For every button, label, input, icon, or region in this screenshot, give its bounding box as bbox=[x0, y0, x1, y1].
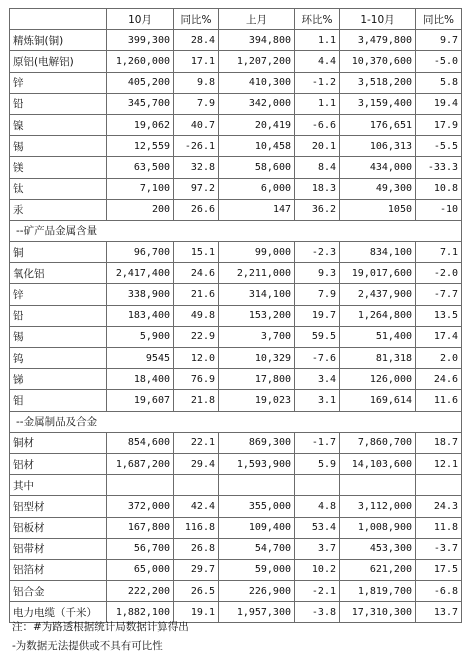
oct-value-cell: 2,417,400 bbox=[107, 263, 174, 284]
ytd-value-cell bbox=[340, 475, 416, 496]
oct-yoy-cell: 22.1 bbox=[174, 432, 219, 453]
item-name-cell: 铅 bbox=[10, 305, 107, 326]
section-title: --金属制品及合金 bbox=[10, 411, 462, 432]
mom-change-cell: 4.8 bbox=[295, 496, 340, 517]
table-body bbox=[10, 30, 462, 623]
oct-yoy-cell: 21.6 bbox=[174, 284, 219, 305]
ytd-yoy-cell: 13.5 bbox=[416, 305, 462, 326]
prev-month-cell: 394,800 bbox=[219, 30, 295, 51]
ytd-value-cell: 1,008,900 bbox=[340, 517, 416, 538]
prev-month-cell: 342,000 bbox=[219, 93, 295, 114]
item-name-cell: 铝合金 bbox=[10, 581, 107, 602]
table-row bbox=[10, 538, 462, 559]
ytd-yoy-cell: 24.3 bbox=[416, 496, 462, 517]
oct-value-cell: 345,700 bbox=[107, 93, 174, 114]
header-cell: 同比% bbox=[416, 9, 462, 30]
item-name-cell: 锡 bbox=[10, 326, 107, 347]
table-row bbox=[10, 51, 462, 72]
prev-month-cell: 153,200 bbox=[219, 305, 295, 326]
ytd-value-cell: 10,370,600 bbox=[340, 51, 416, 72]
table-row bbox=[10, 348, 462, 369]
ytd-value-cell: 14,103,600 bbox=[340, 453, 416, 474]
oct-value-cell: 19,062 bbox=[107, 114, 174, 135]
oct-yoy-cell: 24.6 bbox=[174, 263, 219, 284]
table-row bbox=[10, 114, 462, 135]
oct-value-cell: 7,100 bbox=[107, 178, 174, 199]
oct-value-cell: 56,700 bbox=[107, 538, 174, 559]
ytd-yoy-cell: 17.5 bbox=[416, 559, 462, 580]
prev-month-cell: 109,400 bbox=[219, 517, 295, 538]
mom-change-cell: 10.2 bbox=[295, 559, 340, 580]
item-name-cell: 氧化铝 bbox=[10, 263, 107, 284]
oct-yoy-cell: 28.4 bbox=[174, 30, 219, 51]
table-row bbox=[10, 136, 462, 157]
footnote: -为数据无法提供或不具有可比性 bbox=[12, 640, 163, 652]
item-name-cell: 铝材 bbox=[10, 453, 107, 474]
oct-value-cell: 9545 bbox=[107, 348, 174, 369]
header-cell: 同比% bbox=[174, 9, 219, 30]
prev-month-cell: 19,023 bbox=[219, 390, 295, 411]
oct-yoy-cell: 17.1 bbox=[174, 51, 219, 72]
table-row bbox=[10, 369, 462, 390]
section-header-row bbox=[10, 220, 462, 241]
mom-change-cell: 8.4 bbox=[295, 157, 340, 178]
ytd-yoy-cell: 12.1 bbox=[416, 453, 462, 474]
oct-yoy-cell: 15.1 bbox=[174, 242, 219, 263]
prev-month-cell: 355,000 bbox=[219, 496, 295, 517]
oct-value-cell: 1,260,000 bbox=[107, 51, 174, 72]
ytd-value-cell: 3,518,200 bbox=[340, 72, 416, 93]
item-name-cell: 钼 bbox=[10, 390, 107, 411]
mom-change-cell: 4.4 bbox=[295, 51, 340, 72]
section-title: --矿产品金属含量 bbox=[10, 220, 462, 241]
oct-yoy-cell: 7.9 bbox=[174, 93, 219, 114]
ytd-value-cell: 3,479,800 bbox=[340, 30, 416, 51]
ytd-value-cell: 126,000 bbox=[340, 369, 416, 390]
oct-yoy-cell: 19.1 bbox=[174, 602, 219, 623]
ytd-yoy-cell: -33.3 bbox=[416, 157, 462, 178]
ytd-yoy-cell: -6.8 bbox=[416, 581, 462, 602]
prev-month-cell: 59,000 bbox=[219, 559, 295, 580]
ytd-value-cell: 169,614 bbox=[340, 390, 416, 411]
ytd-yoy-cell: 13.7 bbox=[416, 602, 462, 623]
header-cell: 1-10月 bbox=[340, 9, 416, 30]
mom-change-cell: 1.1 bbox=[295, 30, 340, 51]
mom-change-cell: 59.5 bbox=[295, 326, 340, 347]
ytd-value-cell: 1,819,700 bbox=[340, 581, 416, 602]
prev-month-cell: 58,600 bbox=[219, 157, 295, 178]
ytd-value-cell: 176,651 bbox=[340, 114, 416, 135]
prev-month-cell: 10,458 bbox=[219, 136, 295, 157]
table-row bbox=[10, 496, 462, 517]
item-name-cell: 锌 bbox=[10, 284, 107, 305]
mom-change-cell bbox=[295, 475, 340, 496]
oct-yoy-cell: 76.9 bbox=[174, 369, 219, 390]
mom-change-cell: 20.1 bbox=[295, 136, 340, 157]
oct-yoy-cell: 12.0 bbox=[174, 348, 219, 369]
table-row bbox=[10, 157, 462, 178]
oct-yoy-cell bbox=[174, 475, 219, 496]
table-row bbox=[10, 93, 462, 114]
oct-value-cell: 1,882,100 bbox=[107, 602, 174, 623]
header-cell: 10月 bbox=[107, 9, 174, 30]
prev-month-cell: 869,300 bbox=[219, 432, 295, 453]
item-name-cell: 镍 bbox=[10, 114, 107, 135]
item-name-cell: 锌 bbox=[10, 72, 107, 93]
ytd-yoy-cell: 5.8 bbox=[416, 72, 462, 93]
prev-month-cell: 147 bbox=[219, 199, 295, 220]
item-name-cell: 汞 bbox=[10, 199, 107, 220]
mom-change-cell: -1.7 bbox=[295, 432, 340, 453]
ytd-value-cell: 49,300 bbox=[340, 178, 416, 199]
ytd-value-cell: 17,310,300 bbox=[340, 602, 416, 623]
mom-change-cell: 18.3 bbox=[295, 178, 340, 199]
item-name-cell: 钛 bbox=[10, 178, 107, 199]
ytd-value-cell: 621,200 bbox=[340, 559, 416, 580]
oct-yoy-cell: 29.4 bbox=[174, 453, 219, 474]
table-row bbox=[10, 199, 462, 220]
ytd-yoy-cell: 24.6 bbox=[416, 369, 462, 390]
ytd-value-cell: 7,860,700 bbox=[340, 432, 416, 453]
oct-value-cell: 12,559 bbox=[107, 136, 174, 157]
prev-month-cell: 226,900 bbox=[219, 581, 295, 602]
mom-change-cell: 7.9 bbox=[295, 284, 340, 305]
ytd-yoy-cell: -5.5 bbox=[416, 136, 462, 157]
item-name-cell: 铝箔材 bbox=[10, 559, 107, 580]
oct-value-cell: 167,800 bbox=[107, 517, 174, 538]
ytd-yoy-cell: -2.0 bbox=[416, 263, 462, 284]
item-name-cell: 铅 bbox=[10, 93, 107, 114]
item-name-cell: 铜 bbox=[10, 242, 107, 263]
ytd-yoy-cell: 9.7 bbox=[416, 30, 462, 51]
footnotes bbox=[12, 618, 189, 656]
mom-change-cell: 19.7 bbox=[295, 305, 340, 326]
oct-yoy-cell: 22.9 bbox=[174, 326, 219, 347]
header-cell bbox=[10, 9, 107, 30]
oct-yoy-cell: 26.8 bbox=[174, 538, 219, 559]
oct-yoy-cell: 42.4 bbox=[174, 496, 219, 517]
ytd-yoy-cell: -5.0 bbox=[416, 51, 462, 72]
ytd-value-cell: 1,264,800 bbox=[340, 305, 416, 326]
table-row bbox=[10, 30, 462, 51]
prev-month-cell: 410,300 bbox=[219, 72, 295, 93]
ytd-value-cell: 81,318 bbox=[340, 348, 416, 369]
oct-value-cell: 18,400 bbox=[107, 369, 174, 390]
oct-value-cell: 405,200 bbox=[107, 72, 174, 93]
table-row bbox=[10, 242, 462, 263]
table-row bbox=[10, 517, 462, 538]
oct-yoy-cell: 49.8 bbox=[174, 305, 219, 326]
item-name-cell: 铝型材 bbox=[10, 496, 107, 517]
mom-change-cell: 36.2 bbox=[295, 199, 340, 220]
oct-yoy-cell: 9.8 bbox=[174, 72, 219, 93]
prev-month-cell: 20,419 bbox=[219, 114, 295, 135]
oct-yoy-cell: 116.8 bbox=[174, 517, 219, 538]
prev-month-cell: 17,800 bbox=[219, 369, 295, 390]
ytd-yoy-cell: 17.4 bbox=[416, 326, 462, 347]
ytd-yoy-cell: 19.4 bbox=[416, 93, 462, 114]
mom-change-cell: 9.3 bbox=[295, 263, 340, 284]
mom-change-cell: 3.4 bbox=[295, 369, 340, 390]
table-row bbox=[10, 72, 462, 93]
item-name-cell: 铝带材 bbox=[10, 538, 107, 559]
table-row bbox=[10, 305, 462, 326]
footnote: 注：#为路透根据统计局数据计算得出 bbox=[12, 621, 189, 633]
oct-yoy-cell: -26.1 bbox=[174, 136, 219, 157]
table-row bbox=[10, 390, 462, 411]
mom-change-cell: 3.7 bbox=[295, 538, 340, 559]
table-row bbox=[10, 432, 462, 453]
prev-month-cell: 1,593,900 bbox=[219, 453, 295, 474]
oct-value-cell: 1,687,200 bbox=[107, 453, 174, 474]
ytd-yoy-cell: -10 bbox=[416, 199, 462, 220]
ytd-yoy-cell: 17.9 bbox=[416, 114, 462, 135]
prev-month-cell: 1,207,200 bbox=[219, 51, 295, 72]
prev-month-cell: 314,100 bbox=[219, 284, 295, 305]
item-name-cell: 镁 bbox=[10, 157, 107, 178]
section-header-row bbox=[10, 411, 462, 432]
item-name-cell: 原铝(电解铝) bbox=[10, 51, 107, 72]
mom-change-cell: -2.3 bbox=[295, 242, 340, 263]
oct-value-cell: 222,200 bbox=[107, 581, 174, 602]
oct-value-cell: 5,900 bbox=[107, 326, 174, 347]
oct-yoy-cell: 21.8 bbox=[174, 390, 219, 411]
ytd-value-cell: 453,300 bbox=[340, 538, 416, 559]
mom-change-cell: -6.6 bbox=[295, 114, 340, 135]
ytd-value-cell: 2,437,900 bbox=[340, 284, 416, 305]
oct-yoy-cell: 26.6 bbox=[174, 199, 219, 220]
prev-month-cell: 10,329 bbox=[219, 348, 295, 369]
table-row bbox=[10, 475, 462, 496]
oct-value-cell: 183,400 bbox=[107, 305, 174, 326]
oct-value-cell: 96,700 bbox=[107, 242, 174, 263]
ytd-value-cell: 19,017,600 bbox=[340, 263, 416, 284]
table-row bbox=[10, 263, 462, 284]
metals-output-table bbox=[9, 8, 462, 623]
mom-change-cell: 53.4 bbox=[295, 517, 340, 538]
item-name-cell: 锡 bbox=[10, 136, 107, 157]
prev-month-cell: 2,211,000 bbox=[219, 263, 295, 284]
oct-value-cell: 854,600 bbox=[107, 432, 174, 453]
table-row bbox=[10, 453, 462, 474]
ytd-value-cell: 106,313 bbox=[340, 136, 416, 157]
ytd-yoy-cell: 18.7 bbox=[416, 432, 462, 453]
ytd-yoy-cell: -7.7 bbox=[416, 284, 462, 305]
table-row bbox=[10, 326, 462, 347]
mom-change-cell: -2.1 bbox=[295, 581, 340, 602]
prev-month-cell bbox=[219, 475, 295, 496]
oct-value-cell: 19,607 bbox=[107, 390, 174, 411]
oct-value-cell: 338,900 bbox=[107, 284, 174, 305]
ytd-yoy-cell: 7.1 bbox=[416, 242, 462, 263]
mom-change-cell: 3.1 bbox=[295, 390, 340, 411]
oct-value-cell: 399,300 bbox=[107, 30, 174, 51]
mom-change-cell: -7.6 bbox=[295, 348, 340, 369]
ytd-yoy-cell bbox=[416, 475, 462, 496]
ytd-value-cell: 3,159,400 bbox=[340, 93, 416, 114]
ytd-value-cell: 51,400 bbox=[340, 326, 416, 347]
oct-yoy-cell: 26.5 bbox=[174, 581, 219, 602]
item-name-cell: 电力电缆（千米） bbox=[10, 602, 107, 623]
table-row bbox=[10, 559, 462, 580]
item-name-cell: 其中 bbox=[10, 475, 107, 496]
item-name-cell: 铜材 bbox=[10, 432, 107, 453]
item-name-cell: 钨 bbox=[10, 348, 107, 369]
mom-change-cell: -3.8 bbox=[295, 602, 340, 623]
table-row bbox=[10, 581, 462, 602]
oct-value-cell: 200 bbox=[107, 199, 174, 220]
item-name-cell: 锑 bbox=[10, 369, 107, 390]
ytd-value-cell: 1050 bbox=[340, 199, 416, 220]
prev-month-cell: 3,700 bbox=[219, 326, 295, 347]
mom-change-cell: 1.1 bbox=[295, 93, 340, 114]
ytd-yoy-cell: 11.6 bbox=[416, 390, 462, 411]
oct-yoy-cell: 32.8 bbox=[174, 157, 219, 178]
prev-month-cell: 54,700 bbox=[219, 538, 295, 559]
mom-change-cell: 5.9 bbox=[295, 453, 340, 474]
oct-value-cell: 65,000 bbox=[107, 559, 174, 580]
oct-yoy-cell: 40.7 bbox=[174, 114, 219, 135]
ytd-value-cell: 434,000 bbox=[340, 157, 416, 178]
ytd-value-cell: 3,112,000 bbox=[340, 496, 416, 517]
prev-month-cell: 6,000 bbox=[219, 178, 295, 199]
oct-value-cell: 372,000 bbox=[107, 496, 174, 517]
prev-month-cell: 1,957,300 bbox=[219, 602, 295, 623]
oct-value-cell: 63,500 bbox=[107, 157, 174, 178]
table-row bbox=[10, 284, 462, 305]
ytd-yoy-cell: 11.8 bbox=[416, 517, 462, 538]
header-row bbox=[10, 9, 462, 30]
mom-change-cell: -1.2 bbox=[295, 72, 340, 93]
oct-value-cell bbox=[107, 475, 174, 496]
prev-month-cell: 99,000 bbox=[219, 242, 295, 263]
ytd-value-cell: 834,100 bbox=[340, 242, 416, 263]
ytd-yoy-cell: 10.8 bbox=[416, 178, 462, 199]
oct-yoy-cell: 97.2 bbox=[174, 178, 219, 199]
header-cell: 环比% bbox=[295, 9, 340, 30]
item-name-cell: 精炼铜(铜) bbox=[10, 30, 107, 51]
ytd-yoy-cell: -3.7 bbox=[416, 538, 462, 559]
table-row bbox=[10, 178, 462, 199]
ytd-yoy-cell: 2.0 bbox=[416, 348, 462, 369]
oct-yoy-cell: 29.7 bbox=[174, 559, 219, 580]
header-cell: 上月 bbox=[219, 9, 295, 30]
item-name-cell: 铝板材 bbox=[10, 517, 107, 538]
